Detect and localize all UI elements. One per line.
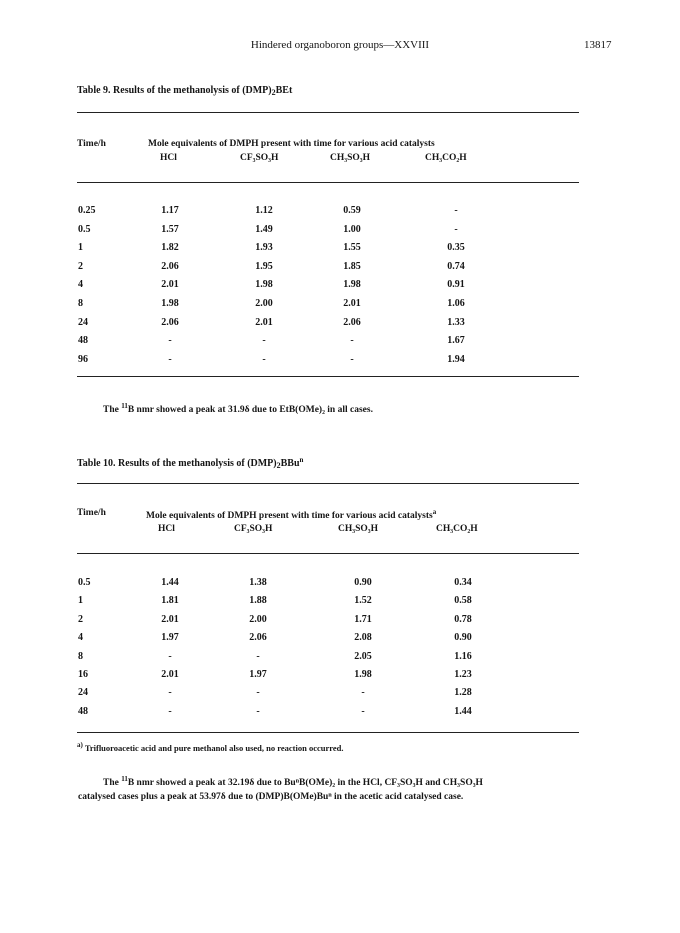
value-cell: 1.17 [161,205,179,216]
time-cell: 48 [78,705,88,717]
table10-footnote-text: Trifluoroacetic acid and pure methanol also used, no reaction occurred. [82,743,344,753]
table10-group-header-superscript: a [432,508,437,516]
value-cell: 1.00 [343,223,361,235]
table9-acid-header-ch3so3h: CH₃SO₃H [330,153,371,163]
value-cell: 1.95 [255,260,273,272]
table9-caption-suffix: BEt [275,85,293,96]
table9-bottom-rule [77,376,579,377]
table10-note-superscript: 11 [121,775,128,783]
value-cell: 0.78 [454,613,472,625]
time-cell: 8 [78,650,83,662]
value-cell: - [168,650,172,662]
value-cell: 2.06 [161,260,179,272]
time-cell: 96 [78,353,88,365]
table10-acid-header-cf3so3h: CF₃SO₃H [234,524,273,534]
value-cell: 0.59 [343,205,361,216]
value-cell: - [168,353,172,365]
value-cell: 1.57 [161,223,179,235]
value-cell: 2.05 [354,650,372,662]
value-cell: - [262,335,266,347]
value-cell: - [361,687,365,699]
value-cell: 0.91 [447,279,465,291]
value-cell: 1.88 [249,595,267,607]
value-cell: 1.98 [255,279,273,291]
table10-nmr-note-line2: catalysed cases plus a peak at 53.97δ due to (DMP)B(OMe)Buⁿ in the acetic acid catalysed case. [78,792,464,802]
time-cell: 1 [78,242,83,254]
time-cell: 48 [78,335,88,347]
value-cell: 2.01 [255,316,273,328]
table9-acid-header-ch3co2h: CH₃CO₂H [425,153,467,163]
table10-time-header: Time/h [77,508,106,518]
table10-nmr-note-line1 [103,775,483,788]
value-cell: - [350,335,354,347]
table9-group-header: Mole equivalents of DMPH present with time for various acid catalysts [148,139,435,149]
table9-acid-header-cf3so3h: CF₃SO₃H [240,153,279,163]
value-cell: - [168,705,172,717]
value-cell: 1.55 [343,242,361,254]
time-cell: 24 [78,316,88,328]
table9-caption-prefix: Table 9. Results of the methanolysis of (DMP) [77,85,272,96]
time-cell: 0.25 [78,205,96,216]
table10-caption-subscript: 2 [276,461,281,470]
time-cell: 2 [78,260,83,272]
value-cell: 0.58 [454,595,472,607]
value-cell: 2.01 [161,669,179,680]
table9-note-suffix: B nmr showed a peak at 31.9δ due to EtB(OMe)₂ in all cases. [127,405,373,415]
table10-bottom-rule [77,732,579,733]
value-cell: 1.97 [161,632,179,644]
value-cell: 1.82 [161,242,179,254]
value-cell: 0.35 [447,242,465,254]
value-cell: 1.52 [354,595,372,607]
value-cell: - [168,687,172,699]
value-cell: 0.90 [354,577,372,588]
value-cell: - [454,205,458,216]
value-cell: - [454,223,458,235]
value-cell: 2.00 [255,298,273,309]
table9-acid-header-hcl: HCl [160,153,177,163]
value-cell: 1.93 [255,242,273,254]
table10-note-suffix: B nmr showed a peak at 32.19δ due to BuⁿB(OMe)₂ in the HCl, CF₃SO₃H and CH₃SO₃H [127,778,483,788]
table9-note-superscript: 11 [121,402,128,410]
table10-top-rule [77,483,579,484]
value-cell: - [262,353,266,365]
table9-time-header: Time/h [77,139,106,149]
value-cell: 2.01 [161,613,179,625]
value-cell: 1.85 [343,260,361,272]
time-cell: 16 [78,669,88,680]
value-cell: 1.98 [161,298,179,309]
table9-caption-subscript: 2 [271,88,276,97]
value-cell: - [256,650,260,662]
page-number: 13817 [584,39,612,51]
value-cell: 2.01 [343,298,361,309]
value-cell: 1.44 [161,577,179,588]
value-cell: 1.94 [447,353,465,365]
value-cell: 1.16 [454,650,472,662]
value-cell: 1.98 [343,279,361,291]
table9-nmr-note [103,402,373,415]
table10-acid-header-hcl: HCl [158,524,175,534]
value-cell: 0.34 [454,577,472,588]
table10-caption-prefix: Table 10. Results of the methanolysis of (DMP) [77,458,277,469]
value-cell: - [361,705,365,717]
value-cell: - [256,705,260,717]
value-cell: 1.12 [255,205,273,216]
table10-footnote-mark: a) [77,741,83,749]
value-cell: - [350,353,354,365]
value-cell: 0.90 [454,632,472,644]
table9-header-rule [77,182,579,183]
table10-caption-suffix: BBu [280,458,300,469]
value-cell: 1.38 [249,577,267,588]
value-cell: 2.06 [343,316,361,328]
table10-group-header-text: Mole equivalents of DMPH present with time for various acid catalysts [146,511,433,521]
table9-top-rule [77,112,579,113]
value-cell: 1.97 [249,669,267,680]
time-cell: 4 [78,632,83,644]
time-cell: 2 [78,613,83,625]
value-cell: 1.67 [447,335,465,347]
value-cell: - [168,335,172,347]
table10-note-prefix: The [103,778,122,788]
value-cell: - [256,687,260,699]
table10-footnote [77,741,344,753]
value-cell: 2.06 [161,316,179,328]
table10-group-header [146,508,436,521]
time-cell: 0.5 [78,577,91,588]
value-cell: 2.00 [249,613,267,625]
time-cell: 0.5 [78,223,91,235]
value-cell: 2.01 [161,279,179,291]
value-cell: 2.06 [249,632,267,644]
value-cell: 1.33 [447,316,465,328]
time-cell: 8 [78,298,83,309]
value-cell: 0.74 [447,260,465,272]
table10-acid-header-ch3so3h: CH₃SO₃H [338,524,379,534]
time-cell: 1 [78,595,83,607]
value-cell: 2.08 [354,632,372,644]
time-cell: 24 [78,687,88,699]
time-cell: 4 [78,279,83,291]
value-cell: 1.44 [454,705,472,717]
value-cell: 1.98 [354,669,372,680]
table9-note-prefix: The [103,405,122,415]
table10-caption-superscript: n [299,456,304,464]
value-cell: 1.81 [161,595,179,607]
value-cell: 1.28 [454,687,472,699]
table10-acid-header-ch3co2h: CH₃CO₂H [436,524,478,534]
table10-header-rule [77,553,579,554]
value-cell: 1.71 [354,613,372,625]
value-cell: 1.49 [255,223,273,235]
value-cell: 1.06 [447,298,465,309]
table9-caption [77,85,292,97]
running-header-title: Hindered organoboron groups—XXVIII [250,39,430,51]
table10-caption [77,456,303,470]
value-cell: 1.23 [454,669,472,680]
